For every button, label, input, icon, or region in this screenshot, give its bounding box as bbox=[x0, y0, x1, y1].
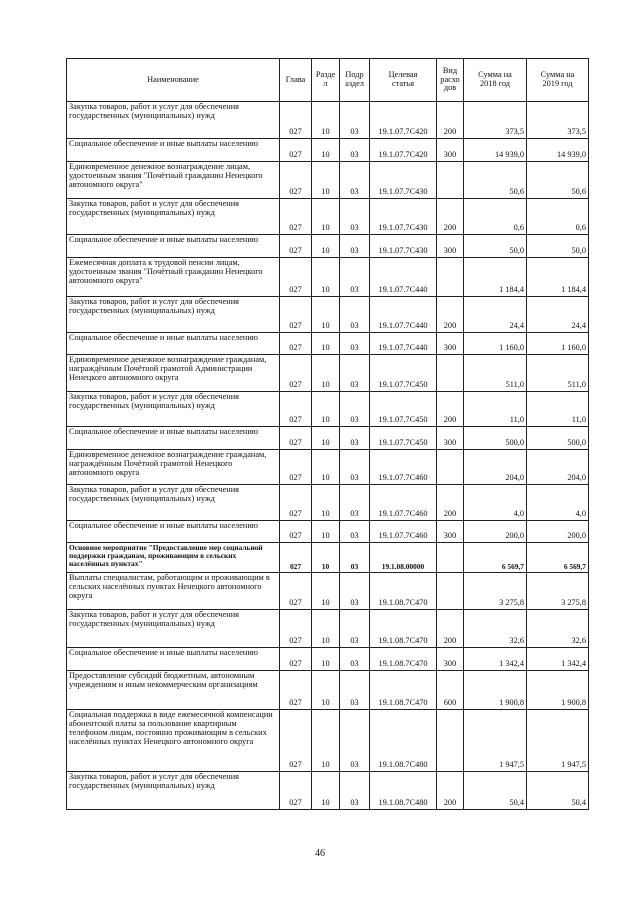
row-expense-type bbox=[437, 162, 464, 199]
row-target-article: 19.1.07.7С450 bbox=[370, 392, 437, 427]
row-glava: 027 bbox=[280, 710, 312, 772]
row-name: Социальное обеспечение и иные выплаты населению bbox=[67, 333, 280, 355]
row-name: Выплаты специалистам, работающим и проживающим в сельских населённых пунктах Ненецкого автономного округа bbox=[67, 573, 280, 610]
table-row bbox=[67, 333, 589, 355]
row-target-article: 19.1.07.7С440 bbox=[370, 297, 437, 333]
row-target-article: 19.1.07.7С420 bbox=[370, 139, 437, 162]
row-sum-2018: 50,4 bbox=[464, 772, 527, 810]
row-expense-type: 200 bbox=[437, 772, 464, 810]
row-razdel: 10 bbox=[312, 521, 340, 543]
row-expense-type bbox=[437, 258, 464, 297]
row-expense-type: 200 bbox=[437, 485, 464, 521]
row-target-article: 19.1.07.7С430 bbox=[370, 235, 437, 258]
row-podrazdel: 03 bbox=[340, 297, 370, 333]
row-sum-2018: 1 900,8 bbox=[464, 671, 527, 710]
row-expense-type: 300 bbox=[437, 521, 464, 543]
table-row bbox=[67, 610, 589, 648]
row-target-article: 19.1.08.7С470 bbox=[370, 573, 437, 610]
table-row bbox=[67, 772, 589, 810]
row-razdel: 10 bbox=[312, 139, 340, 162]
row-target-article: 19.1.07.7С450 bbox=[370, 427, 437, 450]
row-sum-2019: 500,0 bbox=[527, 427, 589, 450]
row-podrazdel: 03 bbox=[340, 610, 370, 648]
row-razdel: 10 bbox=[312, 648, 340, 671]
row-sum-2018: 373,5 bbox=[464, 102, 527, 139]
row-expense-type bbox=[437, 710, 464, 772]
row-sum-2019: 1 184,4 bbox=[527, 258, 589, 297]
row-glava: 027 bbox=[280, 610, 312, 648]
row-expense-type: 200 bbox=[437, 392, 464, 427]
table-row bbox=[67, 139, 589, 162]
header-vid: Вид расхо дов bbox=[437, 59, 464, 102]
header-podrazdel: Подр аздел bbox=[340, 59, 370, 102]
row-glava: 027 bbox=[280, 102, 312, 139]
row-razdel: 10 bbox=[312, 573, 340, 610]
row-sum-2019: 511,0 bbox=[527, 355, 589, 392]
row-expense-type: 300 bbox=[437, 648, 464, 671]
header-name: Наименование bbox=[67, 59, 280, 102]
row-sum-2018: 200,0 bbox=[464, 521, 527, 543]
row-target-article: 19.1.08.7С470 bbox=[370, 671, 437, 710]
row-sum-2019: 50,6 bbox=[527, 162, 589, 199]
row-name: Закупка товаров, работ и услуг для обеспечения государственных (муниципальных) нужд bbox=[67, 102, 280, 139]
row-podrazdel: 03 bbox=[340, 521, 370, 543]
row-sum-2019: 24,4 bbox=[527, 297, 589, 333]
table-row bbox=[67, 235, 589, 258]
table-row bbox=[67, 710, 589, 772]
row-razdel: 10 bbox=[312, 710, 340, 772]
row-razdel: 10 bbox=[312, 610, 340, 648]
row-target-article: 19.1.07.7С430 bbox=[370, 162, 437, 199]
row-target-article: 19.1.08.7С480 bbox=[370, 772, 437, 810]
row-glava: 027 bbox=[280, 199, 312, 235]
row-razdel: 10 bbox=[312, 199, 340, 235]
table-row bbox=[67, 427, 589, 450]
table-row bbox=[67, 450, 589, 485]
row-sum-2018: 1 184,4 bbox=[464, 258, 527, 297]
table-row bbox=[67, 199, 589, 235]
row-sum-2018: 3 275,8 bbox=[464, 573, 527, 610]
row-target-article: 19.1.07.7С440 bbox=[370, 258, 437, 297]
row-name: Предоставление субсидий бюджетным, автономным учреждениям и иным некоммерческим организациям bbox=[67, 671, 280, 710]
row-podrazdel: 03 bbox=[340, 427, 370, 450]
table-row bbox=[67, 648, 589, 671]
table-row bbox=[67, 297, 589, 333]
row-podrazdel: 03 bbox=[340, 258, 370, 297]
row-name: Социальная поддержка в виде ежемесячной компенсации абонентской платы за пользование квартирным телефоном лицам, постоянно проживающим в сельских населённых пунктах Ненецкого автономного округа bbox=[67, 710, 280, 772]
row-podrazdel: 03 bbox=[340, 139, 370, 162]
row-razdel: 10 bbox=[312, 258, 340, 297]
row-razdel: 10 bbox=[312, 333, 340, 355]
row-razdel: 10 bbox=[312, 162, 340, 199]
table-row bbox=[67, 258, 589, 297]
row-name: Закупка товаров, работ и услуг для обеспечения государственных (муниципальных) нужд bbox=[67, 392, 280, 427]
row-expense-type: 200 bbox=[437, 102, 464, 139]
row-sum-2019: 50,0 bbox=[527, 235, 589, 258]
row-podrazdel: 03 bbox=[340, 543, 370, 573]
row-expense-type: 600 bbox=[437, 671, 464, 710]
row-glava: 027 bbox=[280, 355, 312, 392]
row-expense-type: 200 bbox=[437, 297, 464, 333]
row-razdel: 10 bbox=[312, 427, 340, 450]
row-razdel: 10 bbox=[312, 543, 340, 573]
row-expense-type: 300 bbox=[437, 333, 464, 355]
row-name: Закупка товаров, работ и услуг для обеспечения государственных (муниципальных) нужд bbox=[67, 485, 280, 521]
row-glava: 027 bbox=[280, 162, 312, 199]
row-podrazdel: 03 bbox=[340, 392, 370, 427]
row-sum-2019: 204,0 bbox=[527, 450, 589, 485]
header-target: Целевая статья bbox=[370, 59, 437, 102]
row-glava: 027 bbox=[280, 648, 312, 671]
table-row bbox=[67, 102, 589, 139]
row-razdel: 10 bbox=[312, 772, 340, 810]
row-sum-2019: 14 939,0 bbox=[527, 139, 589, 162]
row-sum-2018: 6 569,7 bbox=[464, 543, 527, 573]
row-razdel: 10 bbox=[312, 392, 340, 427]
row-sum-2019: 1 900,8 bbox=[527, 671, 589, 710]
table-row bbox=[67, 355, 589, 392]
row-podrazdel: 03 bbox=[340, 199, 370, 235]
row-glava: 027 bbox=[280, 139, 312, 162]
row-sum-2018: 50,0 bbox=[464, 235, 527, 258]
row-expense-type: 200 bbox=[437, 199, 464, 235]
row-expense-type: 300 bbox=[437, 427, 464, 450]
row-podrazdel: 03 bbox=[340, 333, 370, 355]
row-target-article: 19.1.07.7С460 bbox=[370, 450, 437, 485]
row-sum-2019: 3 275,8 bbox=[527, 573, 589, 610]
row-name: Ежемесячная доплата к трудовой пенсии лицам, удостоенным звания "Почётный гражданин Ненецкого автономного округа" bbox=[67, 258, 280, 297]
row-expense-type bbox=[437, 355, 464, 392]
row-sum-2019: 11,0 bbox=[527, 392, 589, 427]
row-razdel: 10 bbox=[312, 671, 340, 710]
row-glava: 027 bbox=[280, 485, 312, 521]
row-sum-2019: 200,0 bbox=[527, 521, 589, 543]
row-glava: 027 bbox=[280, 235, 312, 258]
row-sum-2018: 50,6 bbox=[464, 162, 527, 199]
table-row bbox=[67, 543, 589, 573]
row-sum-2018: 24,4 bbox=[464, 297, 527, 333]
table-row bbox=[67, 671, 589, 710]
row-glava: 027 bbox=[280, 297, 312, 333]
row-target-article: 19.1.07.7С440 bbox=[370, 333, 437, 355]
row-podrazdel: 03 bbox=[340, 485, 370, 521]
row-podrazdel: 03 bbox=[340, 772, 370, 810]
header-sum-2018: Сумма на 2018 год bbox=[464, 59, 527, 102]
row-sum-2019: 1 947,5 bbox=[527, 710, 589, 772]
row-razdel: 10 bbox=[312, 235, 340, 258]
row-razdel: 10 bbox=[312, 102, 340, 139]
row-name: Основное мероприятие "Предоставление мер социальной поддержки гражданам, проживающим в сельских населённых пунктах" bbox=[67, 543, 280, 573]
table-row bbox=[67, 162, 589, 199]
row-name: Социальное обеспечение и иные выплаты населению bbox=[67, 521, 280, 543]
row-expense-type bbox=[437, 450, 464, 485]
row-podrazdel: 03 bbox=[340, 573, 370, 610]
table-header-row bbox=[67, 59, 589, 102]
header-glava: Глава bbox=[280, 59, 312, 102]
row-target-article: 19.1.07.7С420 bbox=[370, 102, 437, 139]
row-podrazdel: 03 bbox=[340, 450, 370, 485]
row-name: Закупка товаров, работ и услуг для обеспечения государственных (муниципальных) нужд bbox=[67, 610, 280, 648]
row-target-article: 19.1.08.7С470 bbox=[370, 648, 437, 671]
row-expense-type: 200 bbox=[437, 610, 464, 648]
table-row bbox=[67, 485, 589, 521]
row-target-article: 19.1.08.7С470 bbox=[370, 610, 437, 648]
row-sum-2019: 4,0 bbox=[527, 485, 589, 521]
row-name: Единовременное денежное вознаграждение гражданам, награждённым Почётной грамотой Администрации Ненецкого автономного округа bbox=[67, 355, 280, 392]
row-razdel: 10 bbox=[312, 297, 340, 333]
table-row bbox=[67, 392, 589, 427]
row-razdel: 10 bbox=[312, 355, 340, 392]
row-name: Социальное обеспечение и иные выплаты населению bbox=[67, 648, 280, 671]
row-podrazdel: 03 bbox=[340, 710, 370, 772]
row-sum-2019: 1 160,0 bbox=[527, 333, 589, 355]
row-name: Социальное обеспечение и иные выплаты населению bbox=[67, 427, 280, 450]
row-name: Социальное обеспечение и иные выплаты населению bbox=[67, 235, 280, 258]
header-razdel: Разде л bbox=[312, 59, 340, 102]
row-sum-2018: 0,6 bbox=[464, 199, 527, 235]
row-name: Закупка товаров, работ и услуг для обеспечения государственных (муниципальных) нужд bbox=[67, 772, 280, 810]
table-row bbox=[67, 573, 589, 610]
row-glava: 027 bbox=[280, 392, 312, 427]
row-podrazdel: 03 bbox=[340, 671, 370, 710]
row-sum-2018: 14 939,0 bbox=[464, 139, 527, 162]
row-podrazdel: 03 bbox=[340, 162, 370, 199]
row-glava: 027 bbox=[280, 772, 312, 810]
row-podrazdel: 03 bbox=[340, 648, 370, 671]
row-name: Единовременное денежное вознаграждение гражданам, награждённым Почётной грамотой Ненецкого автономного округа bbox=[67, 450, 280, 485]
table-body bbox=[67, 102, 589, 810]
header-sum-2019: Сумма на 2019 год bbox=[527, 59, 589, 102]
row-glava: 027 bbox=[280, 427, 312, 450]
row-target-article: 19.1.07.7С460 bbox=[370, 485, 437, 521]
row-sum-2018: 204,0 bbox=[464, 450, 527, 485]
row-glava: 027 bbox=[280, 521, 312, 543]
row-target-article: 19.1.07.7С450 bbox=[370, 355, 437, 392]
row-target-article: 19.1.07.7С430 bbox=[370, 199, 437, 235]
row-glava: 027 bbox=[280, 450, 312, 485]
row-name: Единовременное денежное вознаграждение лицам, удостоенным звания "Почётный гражданин Ненецкого автономного округа" bbox=[67, 162, 280, 199]
row-target-article: 19.1.08.7С480 bbox=[370, 710, 437, 772]
row-podrazdel: 03 bbox=[340, 355, 370, 392]
row-glava: 027 bbox=[280, 258, 312, 297]
row-glava: 027 bbox=[280, 671, 312, 710]
row-sum-2019: 32,6 bbox=[527, 610, 589, 648]
page-number: 46 bbox=[315, 848, 325, 859]
row-expense-type: 300 bbox=[437, 139, 464, 162]
row-target-article: 19.1.07.7С460 bbox=[370, 521, 437, 543]
row-razdel: 10 bbox=[312, 485, 340, 521]
row-sum-2018: 1 160,0 bbox=[464, 333, 527, 355]
row-sum-2019: 1 342,4 bbox=[527, 648, 589, 671]
row-razdel: 10 bbox=[312, 450, 340, 485]
row-sum-2018: 1 342,4 bbox=[464, 648, 527, 671]
row-sum-2018: 4,0 bbox=[464, 485, 527, 521]
table-row bbox=[67, 521, 589, 543]
row-target-article: 19.1.08.00000 bbox=[370, 543, 437, 573]
row-glava: 027 bbox=[280, 333, 312, 355]
row-sum-2019: 50,4 bbox=[527, 772, 589, 810]
row-sum-2019: 373,5 bbox=[527, 102, 589, 139]
row-expense-type bbox=[437, 543, 464, 573]
row-sum-2018: 11,0 bbox=[464, 392, 527, 427]
row-sum-2019: 0,6 bbox=[527, 199, 589, 235]
row-sum-2018: 500,0 bbox=[464, 427, 527, 450]
row-sum-2018: 32,6 bbox=[464, 610, 527, 648]
row-podrazdel: 03 bbox=[340, 235, 370, 258]
row-podrazdel: 03 bbox=[340, 102, 370, 139]
row-name: Закупка товаров, работ и услуг для обеспечения государственных (муниципальных) нужд bbox=[67, 297, 280, 333]
row-sum-2019: 6 569,7 bbox=[527, 543, 589, 573]
row-name: Закупка товаров, работ и услуг для обеспечения государственных (муниципальных) нужд bbox=[67, 199, 280, 235]
row-expense-type bbox=[437, 573, 464, 610]
row-sum-2018: 1 947,5 bbox=[464, 710, 527, 772]
row-name: Социальное обеспечение и иные выплаты населению bbox=[67, 139, 280, 162]
row-sum-2018: 511,0 bbox=[464, 355, 527, 392]
row-glava: 027 bbox=[280, 543, 312, 573]
row-glava: 027 bbox=[280, 573, 312, 610]
row-expense-type: 300 bbox=[437, 235, 464, 258]
budget-table bbox=[66, 58, 589, 810]
